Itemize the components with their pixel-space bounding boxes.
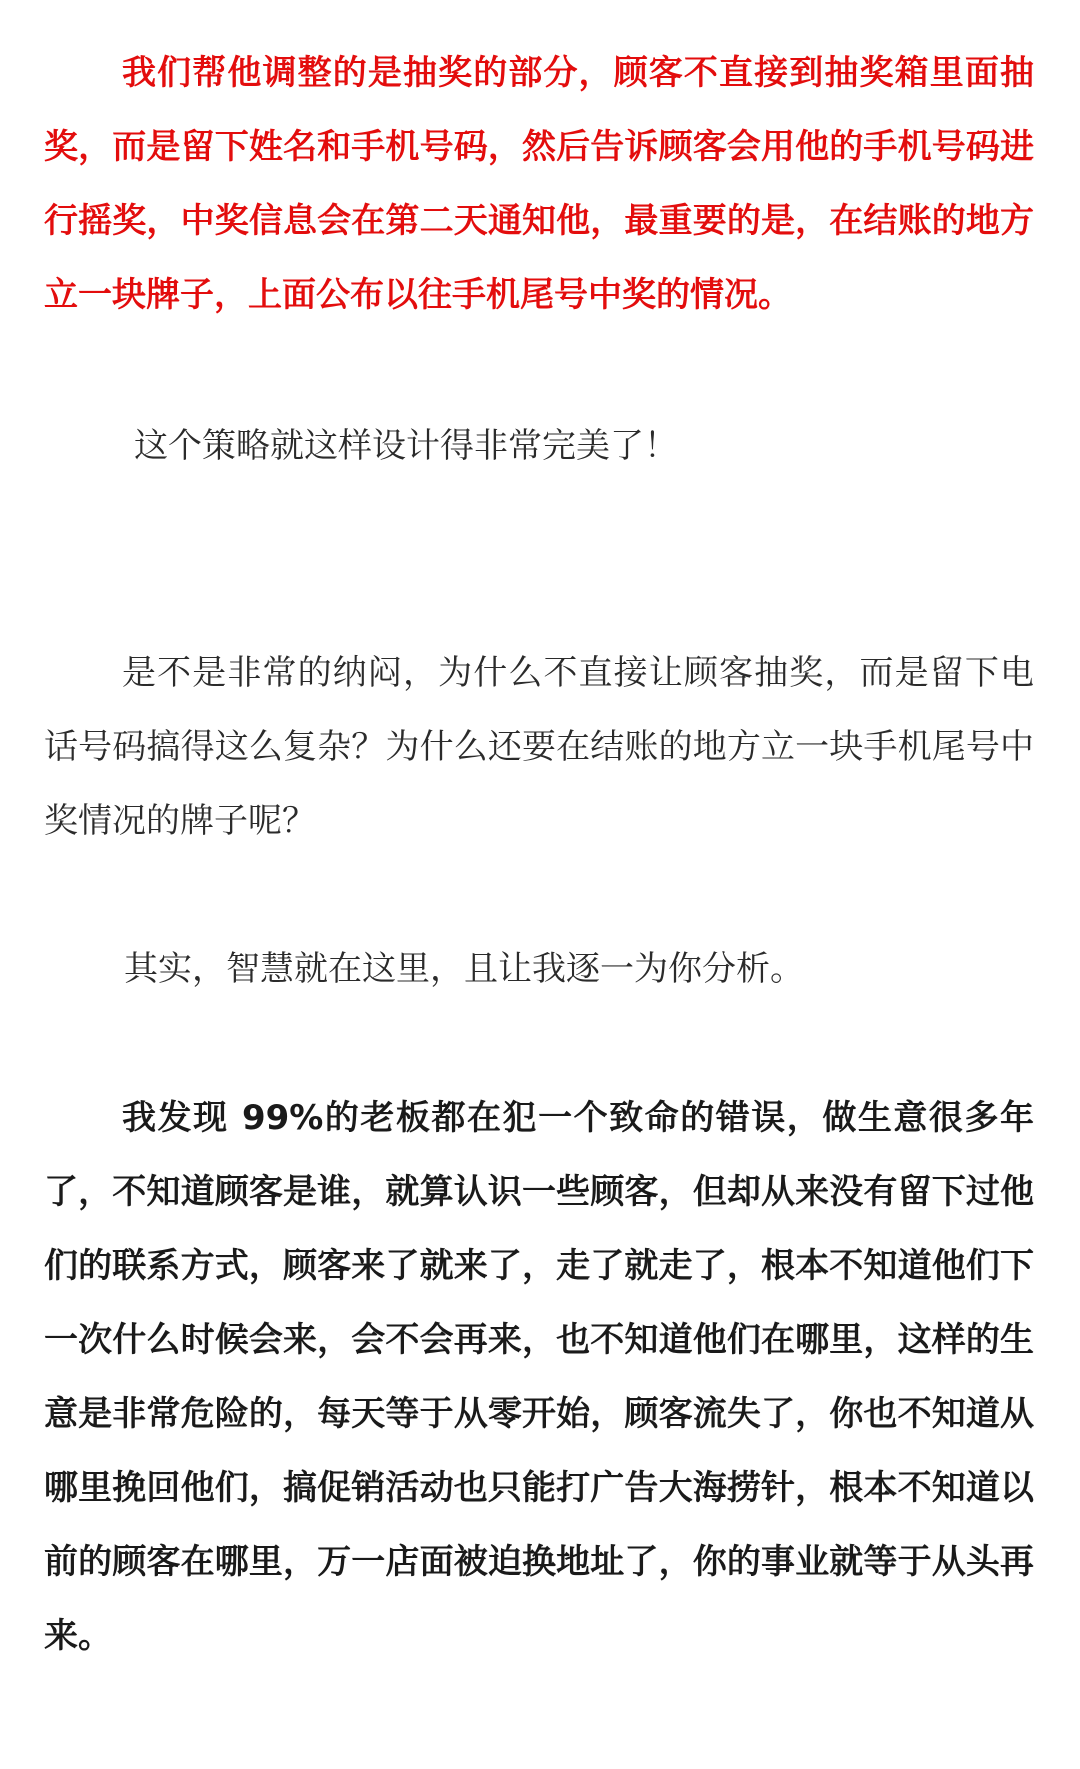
transition-line: 其实，智慧就在这里，且让我逐一为你分析。	[124, 949, 804, 989]
analysis-paragraph: 我发现 99%的老板都在犯一个致命的错误，做生意很多年了，不知道顾客是谁，就算认识一些顾客，但却从来没有留下过他们的联系方式，顾客来了就来了，走了就走了，根本不知道他们下一次什么时候会来，会不会再来，也不知道他们在哪里，这样的生意是非常危险的，每天等于从零开始，顾客流失了，你也不知道从哪里挽回他们，搞促销活动也只能打广告大海捞针，根本不知道以前的顾客在哪里，万一店面被迫换地址了，你的事业就等于从头再来。	[44, 1098, 1034, 1656]
highlight-paragraph: 我们帮他调整的是抽奖的部分，顾客不直接到抽奖箱里面抽奖，而是留下姓名和手机号码，然后告诉顾客会用他的手机号码进行摇奖，中奖信息会在第二天通知他，最重要的是，在结账的地方立一块牌子，上面公布以往手机尾号中奖的情况。	[44, 53, 1034, 315]
conclusion-line: 这个策略就这样设计得非常完美了！	[134, 426, 678, 466]
question-paragraph: 是不是非常的纳闷，为什么不直接让顾客抽奖，而是留下电话号码搞得这么复杂？为什么还要在结账的地方立一块手机尾号中奖情况的牌子呢？	[44, 653, 1034, 841]
